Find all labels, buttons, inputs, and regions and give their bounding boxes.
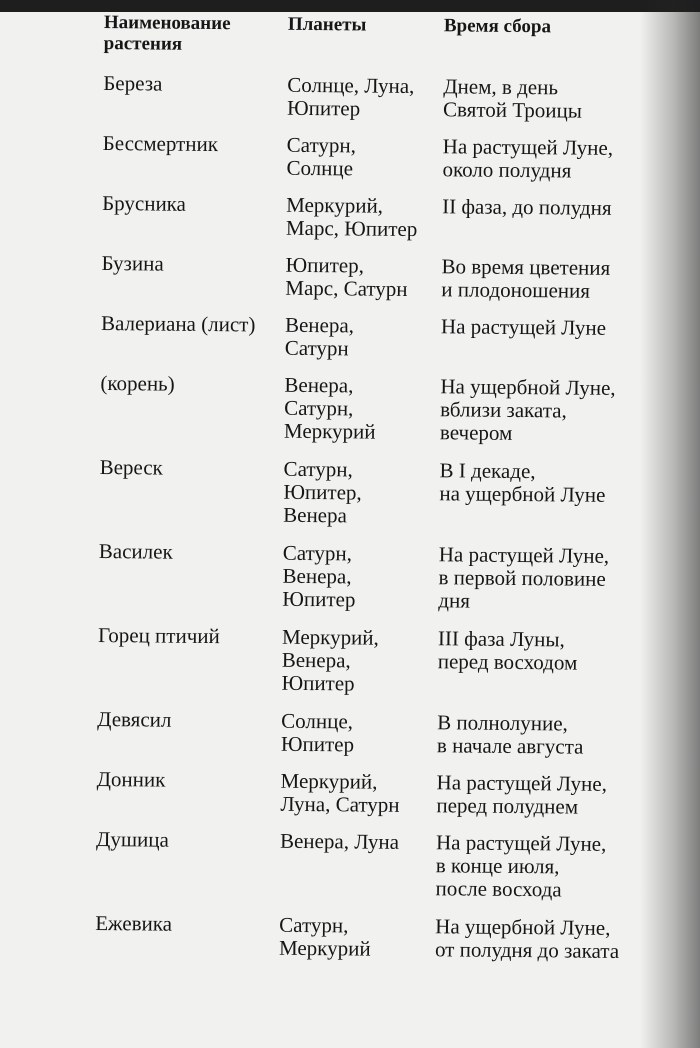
- table-row: [95, 912, 662, 977]
- plant-collection-time: На растущей Луне, в конце июля, после восхода: [435, 830, 607, 902]
- table-row: [103, 72, 670, 137]
- plant-planets: Солнце, Луна, Юпитер: [286, 72, 415, 121]
- plant-planets: Венера, Сатурн, Меркурий: [283, 372, 376, 444]
- plant-name: Душица: [95, 826, 169, 852]
- table-row: [101, 252, 668, 317]
- table-row: [97, 708, 664, 773]
- table-row: [99, 456, 666, 545]
- plant-name: Василек: [98, 538, 173, 564]
- plant-planets: Сатурн, Солнце: [286, 132, 357, 181]
- plant-name: Бузина: [101, 250, 164, 276]
- table-row: [95, 828, 662, 917]
- plant-collection-time: На растущей Луне: [440, 314, 607, 340]
- plant-planets: Сатурн, Венера, Юпитер: [282, 540, 356, 612]
- table-header-row: [103, 12, 670, 77]
- table-row: [102, 192, 669, 257]
- plant-collection-time: Во время цветения и плодоношения: [441, 254, 611, 303]
- plant-collection-time: III фаза Луны, перед восходом: [437, 626, 578, 675]
- table-row: [96, 768, 663, 833]
- table-row: [100, 372, 667, 461]
- header-planets: Планеты: [287, 13, 367, 36]
- table-row: [98, 540, 665, 629]
- plant-name: Горец птичий: [97, 622, 220, 649]
- plant-name: Ежевика: [95, 910, 173, 936]
- header-collection-time: Время сбора: [443, 15, 552, 38]
- plant-collection-time: II фаза, до полудня: [442, 194, 612, 220]
- top-scan-edge: [0, 0, 700, 12]
- plant-name: Девясил: [97, 706, 172, 732]
- plant-name: Вереск: [99, 454, 163, 480]
- plant-planets: Сатурн, Юпитер, Венера: [283, 456, 362, 528]
- plant-name: (корень): [100, 370, 175, 396]
- plant-collection-time: В I декаде, на ущербной Луне: [439, 458, 606, 507]
- herb-collection-table: [95, 12, 670, 977]
- plant-collection-time: На ущербной Луне, от полудня до заката: [434, 914, 620, 963]
- plant-collection-time: На растущей Луне, около полудня: [442, 134, 614, 183]
- plant-planets: Венера, Сатурн: [284, 312, 355, 361]
- page-binding-shadow: [640, 0, 700, 1048]
- plant-name: Валериана (лист): [100, 310, 256, 337]
- plant-planets: Меркурий, Венера, Юпитер: [281, 624, 379, 696]
- plant-planets: Сатурн, Меркурий: [278, 912, 371, 961]
- plant-collection-time: Днем, в день Святой Троицы: [442, 74, 583, 123]
- plant-planets: Юпитер, Марс, Сатурн: [285, 252, 408, 301]
- plant-planets: Солнце, Юпитер: [280, 708, 355, 757]
- table-row: [102, 132, 669, 197]
- plant-planets: Венера, Луна: [279, 828, 400, 854]
- plant-collection-time: На растущей Луне, перед полуднем: [436, 770, 608, 819]
- plant-collection-time: На ущербной Луне, вблизи заката, вечером: [439, 374, 616, 445]
- plant-name: Донник: [96, 766, 166, 792]
- plant-name: Брусника: [102, 190, 187, 216]
- table-row: [97, 624, 664, 713]
- plant-planets: Меркурий, Луна, Сатурн: [280, 768, 400, 817]
- plant-name: Бессмертник: [102, 130, 219, 157]
- table-row: [101, 312, 668, 377]
- plant-name: Береза: [103, 70, 163, 96]
- plant-planets: Меркурий, Марс, Юпитер: [285, 192, 418, 242]
- header-plant-name: Наименование растения: [103, 12, 231, 55]
- plant-collection-time: На растущей Луне, в первой половине дня: [438, 542, 610, 613]
- plant-collection-time: В полнолуние, в начале августа: [436, 710, 584, 759]
